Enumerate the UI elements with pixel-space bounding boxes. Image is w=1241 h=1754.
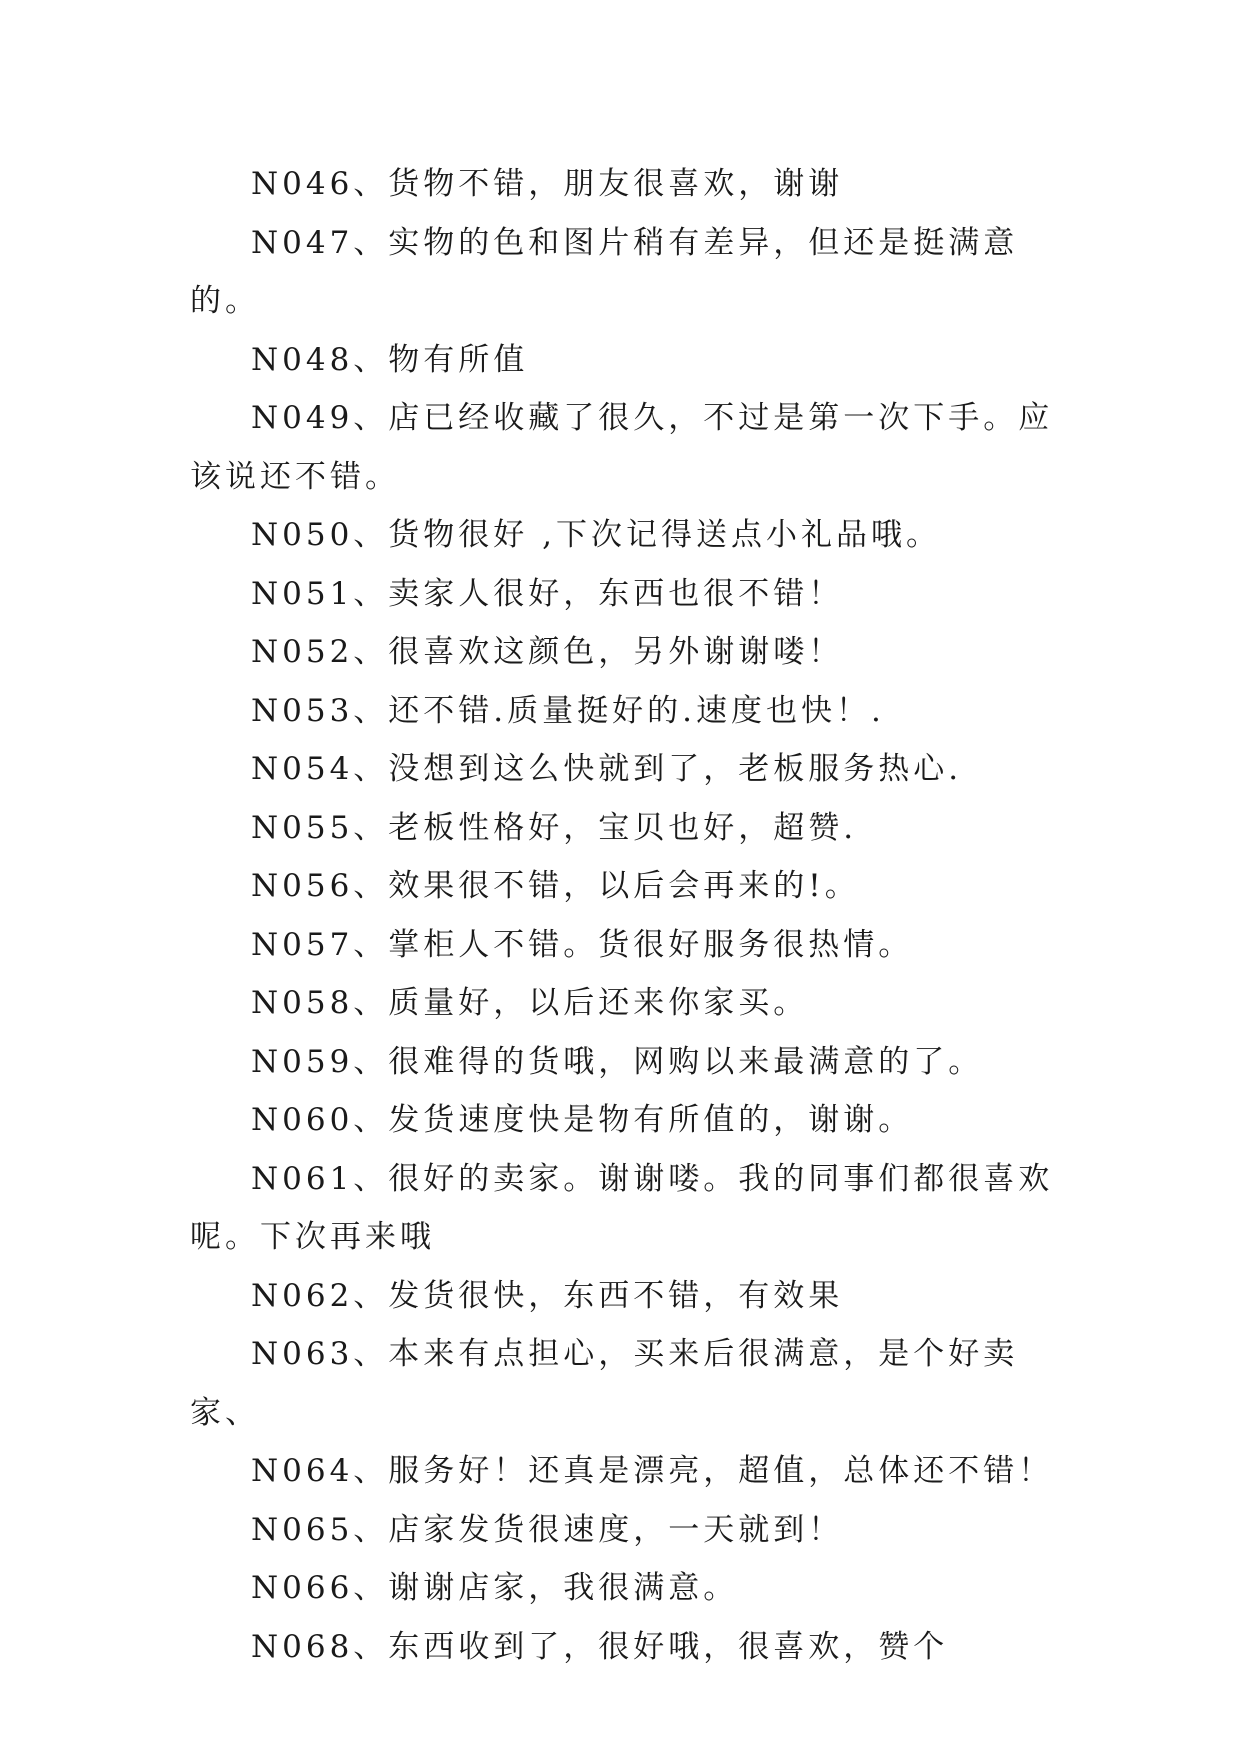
review-entry-n053: N053、还不错.质量挺好的.速度也快！. (251, 692, 885, 729)
review-entry-n065: N065、店家发货很速度，一天就到！ (251, 1511, 844, 1548)
review-entry-n052: N052、很喜欢这颜色，另外谢谢喽！ (251, 634, 844, 670)
review-entry-n059: N059、很难得的货哦，网购以来最满意的了。 (251, 1043, 984, 1080)
review-entry-n049: N049、店已经收藏了很久，不过是第一次下手。应该说还不错。 (190, 400, 1054, 495)
review-entry-n062: N062、发货很快，东西不错，有效果 (251, 1277, 844, 1314)
review-entry-n060: N060、发货速度快是物有所值的，谢谢。 (251, 1102, 914, 1138)
document-body (190, 155, 1070, 1676)
review-entry-n047: N047、实物的色和图片稍有差异，但还是挺满意的。 (190, 224, 1019, 319)
review-entry-n051: N051、卖家人很好，东西也很不错！ (251, 575, 844, 612)
review-entry-n064: N064、服务好！还真是漂亮，超值，总体还不错！ (251, 1453, 1054, 1489)
review-entry-n068: N068、东西收到了，很好哦，很喜欢，赞个 (251, 1628, 949, 1665)
review-entry-n048: N048、物有所值 (251, 341, 529, 378)
review-entry-n061: N061、很好的卖家。谢谢喽。我的同事们都很喜欢呢。下次再来哦 (190, 1160, 1054, 1255)
review-entry-n057: N057、掌柜人不错。货很好服务很热情。 (251, 926, 914, 963)
review-entry-n046: N046、货物不错，朋友很喜欢，谢谢 (251, 166, 844, 202)
review-entry-n058: N058、质量好，以后还来你家买。 (251, 985, 809, 1021)
review-entry-n063: N063、本来有点担心，买来后很满意，是个好卖家、 (190, 1336, 1019, 1431)
review-entry-n066: N066、谢谢店家，我很满意。 (251, 1570, 739, 1606)
review-entry-n056: N056、效果很不错，以后会再来的!。 (251, 868, 860, 904)
review-entry-n054: N054、没想到这么快就到了，老板服务热心. (251, 751, 963, 787)
review-entry-n055: N055、老板性格好，宝贝也好，超赞. (251, 809, 858, 846)
review-entry-n050: N050、货物很好 ,下次记得送点小礼品哦。 (251, 517, 942, 553)
